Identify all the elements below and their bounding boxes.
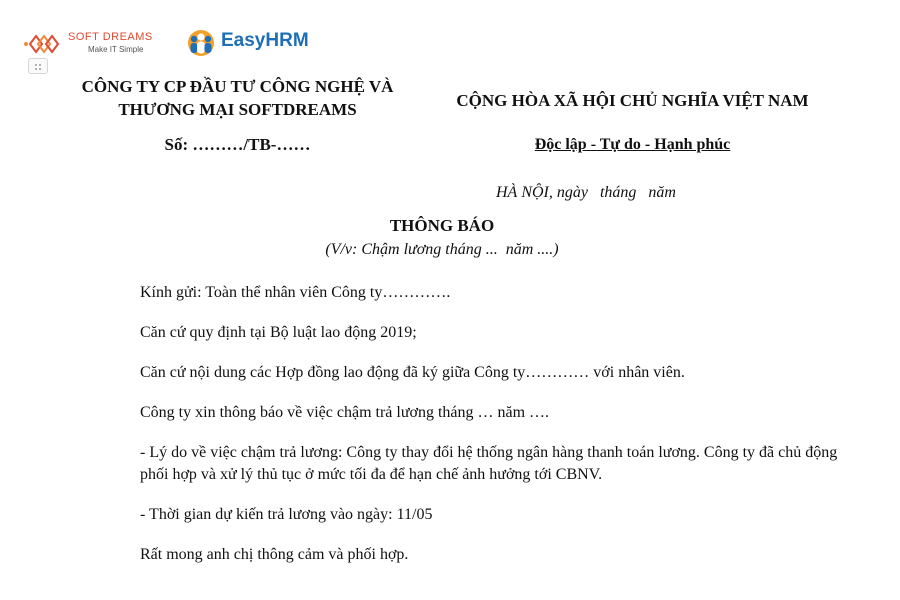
place-date-line: HÀ NỘI, ngày tháng năm	[496, 184, 676, 201]
easyhrm-logo-name: EasyHRM	[221, 30, 309, 51]
national-header	[430, 89, 835, 156]
recipient-line: Kính gửi: Toàn thể nhân viên Công ty………….	[140, 284, 451, 301]
country-name: CỘNG HÒA XÃ HỘI CHỦ NGHĨA VIỆT NAM	[456, 91, 809, 110]
softdreams-logo	[22, 28, 182, 58]
closing-line: Rất mong anh chị thông cảm và phối hợp.	[140, 546, 409, 563]
company-header	[40, 75, 435, 156]
document-subtitle: (V/v: Chậm lương tháng ... năm ....)	[325, 241, 559, 258]
grip-dots-icon	[34, 63, 44, 71]
drag-handle[interactable]	[28, 58, 48, 74]
easyhrm-logo	[183, 28, 323, 58]
reason-paragraph: - Lý do về việc chậm trả lương: Công ty thay đổi hệ thống ngân hàng thanh toán lương. Công ty đã chủ động phối hợp và xử lý thủ tục ở mức tối đa để hạn chế ảnh hưởng tới CBNV.	[140, 444, 842, 483]
document-body	[140, 282, 840, 566]
document-title: THÔNG BÁO	[389, 216, 495, 235]
national-motto: Độc lập - Tự do - Hạnh phúc	[534, 136, 731, 153]
easyhrm-people-icon	[183, 28, 219, 58]
company-name-line1: CÔNG TY CP ĐẦU TƯ CÔNG NGHỆ VÀ	[81, 77, 394, 96]
softdreams-logo-slogan: Make IT Simple	[88, 45, 144, 54]
announcement-line: Công ty xin thông báo về việc chậm trả lương tháng … năm ….	[140, 404, 550, 421]
legal-basis-1: Căn cứ quy định tại Bộ luật lao động 2019;	[140, 324, 417, 341]
softdreams-diamond-icon	[22, 30, 62, 58]
softdreams-logo-name: SOFT DREAMS	[68, 31, 153, 43]
legal-basis-2: Căn cứ nội dung các Hợp đồng lao động đã ký giữa Công ty………… với nhân viên.	[140, 364, 685, 381]
expected-date-line: - Thời gian dự kiến trả lương vào ngày: 11/05	[140, 506, 433, 523]
company-name-line2: THƯƠNG MẠI SOFTDREAMS	[118, 100, 357, 119]
document-number: Số: ………/TB-……	[164, 135, 311, 154]
